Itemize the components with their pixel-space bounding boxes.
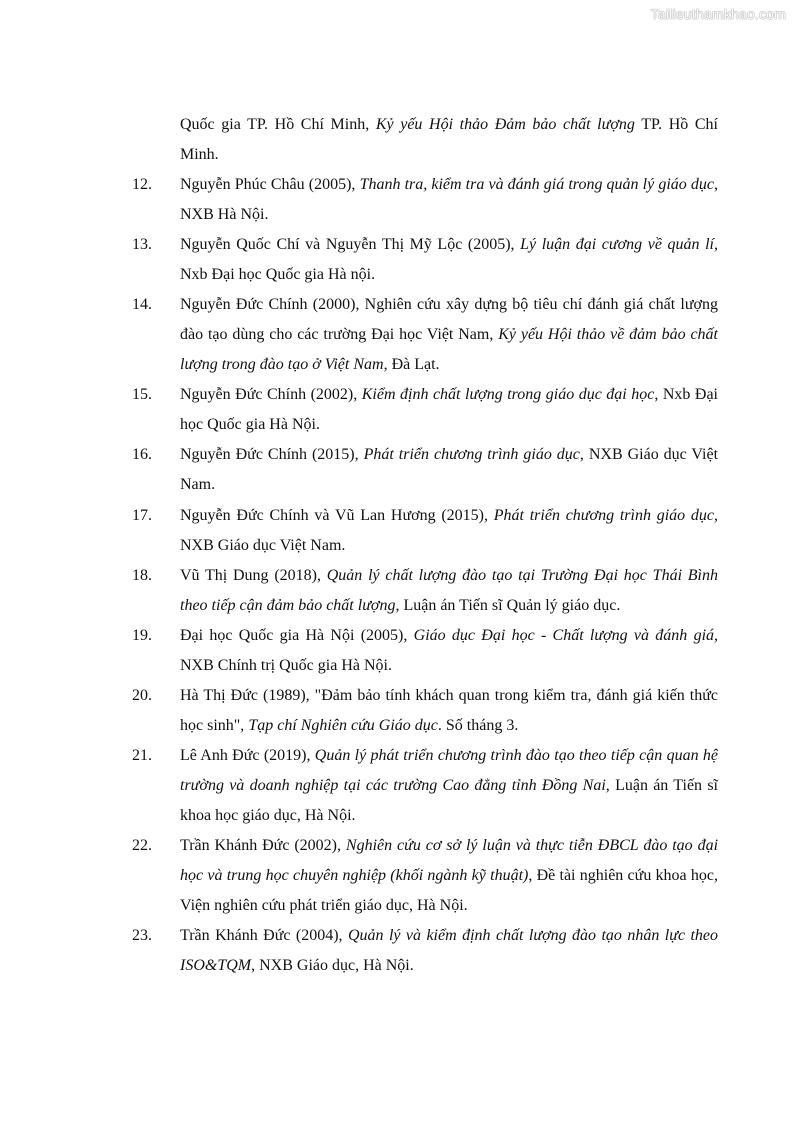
reference-segment: Nguyễn Đức Chính (2015),	[180, 446, 364, 464]
reference-number: 21.	[132, 746, 152, 764]
reference-item	[132, 621, 718, 681]
reference-segment: Hà Thị Đức (1989), "Đảm bảo tính khách quan trong kiểm tra, đánh giá kiến thức học sinh",	[180, 686, 718, 734]
reference-text	[180, 440, 718, 500]
reference-number: 18.	[132, 566, 152, 584]
reference-title: Kiểm định chất lượng trong giáo dục đại học	[361, 386, 655, 404]
reference-title: Kỷ yếu Hội thảo về đảm bảo chất lượng trong đào tạo ở Việt Nam	[180, 326, 718, 374]
reference-text	[180, 831, 718, 921]
reference-segment: , Đề tài nghiên cứu khoa học, Viện nghiên cứu phát triển giáo dục, Hà Nội.	[180, 867, 719, 915]
reference-segment: , NXB Giáo dục, Hà Nội.	[251, 957, 414, 975]
reference-text	[180, 380, 718, 440]
reference-segment: Trần Khánh Đức (2004),	[180, 927, 348, 945]
reference-text	[180, 290, 718, 380]
reference-title: Lý luận đại cương về quản lí	[520, 236, 714, 254]
reference-number: 13.	[132, 236, 152, 254]
reference-segment: Trần Khánh Đức (2002),	[180, 837, 346, 855]
reference-item	[132, 741, 718, 831]
reference-segment: . Số tháng 3.	[437, 716, 519, 734]
reference-title: Tạp chí Nghiên cứu Giáo dục	[248, 716, 438, 734]
reference-text	[180, 501, 718, 561]
reference-segment: Nguyễn Đức Chính và Vũ Lan Hương (2015),	[180, 506, 494, 524]
reference-item	[132, 110, 718, 170]
reference-segment: Đại học Quốc gia Hà Nội (2005),	[180, 626, 414, 644]
reference-text	[180, 170, 718, 230]
reference-title: Quản lý và kiểm định chất lượng đào tạo nhân lực theo ISO&TQM	[180, 927, 719, 975]
reference-item	[132, 831, 718, 921]
reference-segment: , Đà Lạt.	[383, 356, 440, 374]
reference-text	[180, 681, 718, 741]
reference-title: Phát triển chương trình giáo dục	[363, 446, 580, 464]
reference-item	[132, 681, 718, 741]
reference-segment: TP. Hồ Chí Minh.	[180, 116, 719, 163]
reference-segment: Nguyễn Quốc Chí và Nguyễn Thị Mỹ Lộc (2005),	[180, 236, 521, 254]
reference-number: 14.	[132, 296, 152, 314]
reference-text	[180, 921, 718, 981]
reference-segment: , NXB Giáo dục Việt Nam.	[180, 506, 719, 554]
reference-segment: Vũ Thị Dung (2018),	[180, 566, 327, 584]
reference-item	[132, 921, 718, 981]
reference-list	[132, 110, 718, 981]
reference-segment: , NXB Hà Nội.	[180, 176, 718, 224]
reference-segment: , Luận án Tiến sĩ khoa học giáo dục, Hà Nội.	[180, 776, 718, 824]
reference-segment: Lê Anh Đức (2019),	[180, 746, 315, 764]
reference-item	[132, 290, 718, 380]
reference-text	[180, 110, 718, 170]
reference-text	[180, 741, 718, 831]
reference-title: Nghiên cứu cơ sở lý luận và thực tiễn ĐBCL đào tạo đại học và trung học chuyên nghiệp (khối ngành kỹ thuật)	[180, 837, 719, 885]
reference-number: 23.	[132, 927, 152, 945]
reference-item	[132, 230, 718, 290]
reference-segment: Quốc gia TP. Hồ Chí Minh,	[180, 116, 376, 133]
reference-number: 15.	[132, 386, 152, 404]
reference-number: 20.	[132, 686, 152, 704]
reference-number: 12.	[132, 176, 152, 194]
reference-number: 16.	[132, 446, 152, 464]
reference-segment: , NXB Giáo dục Việt Nam.	[180, 446, 719, 494]
reference-item	[132, 380, 718, 440]
reference-title: Phát triển chương trình giáo dục	[493, 506, 715, 524]
reference-segment: Nguyễn Phúc Châu (2005),	[180, 176, 360, 194]
reference-text	[180, 621, 718, 681]
watermark: Tailieuthamkhao.com	[650, 6, 786, 22]
reference-title: Thanh tra, kiểm tra và đánh giá trong quản lý giáo dục	[359, 176, 714, 194]
reference-title: Quản lý chất lượng đào tạo tại Trường Đại học Thái Bình theo tiếp cận đảm bảo chất lượng	[180, 566, 718, 614]
reference-item	[132, 440, 718, 500]
reference-segment: Nguyễn Đức Chính (2000), Nghiên cứu xây dựng bộ tiêu chí đánh giá chất lượng đào tạo dùng cho các trường Đại học Việt Nam,	[180, 296, 718, 344]
reference-item	[132, 561, 718, 621]
reference-text	[180, 561, 718, 621]
reference-number: 19.	[132, 626, 152, 644]
reference-item	[132, 501, 718, 561]
reference-title: Kỷ yếu Hội thảo Đảm bảo chất lượng	[375, 116, 635, 133]
reference-item	[132, 170, 718, 230]
reference-segment: Nguyễn Đức Chính (2002),	[180, 386, 362, 404]
reference-title: Giáo dục Đại học - Chất lượng và đánh giá	[413, 626, 715, 644]
reference-number: 17.	[132, 506, 152, 524]
reference-segment: , Luận án Tiến sĩ Quản lý giáo dục.	[395, 596, 621, 614]
reference-number: 22.	[132, 837, 152, 855]
reference-title: Quản lý phát triển chương trình đào tạo theo tiếp cận quan hệ trường và doanh nghiệp tại các trường Cao đẳng tỉnh Đồng Nai	[180, 746, 719, 794]
reference-text	[180, 230, 718, 290]
reference-segment: , Nxb Đại học Quốc gia Hà Nội.	[180, 386, 719, 434]
reference-segment: , NXB Chính trị Quốc gia Hà Nội.	[180, 626, 719, 674]
reference-segment: , Nxb Đại học Quốc gia Hà nội.	[180, 236, 718, 284]
